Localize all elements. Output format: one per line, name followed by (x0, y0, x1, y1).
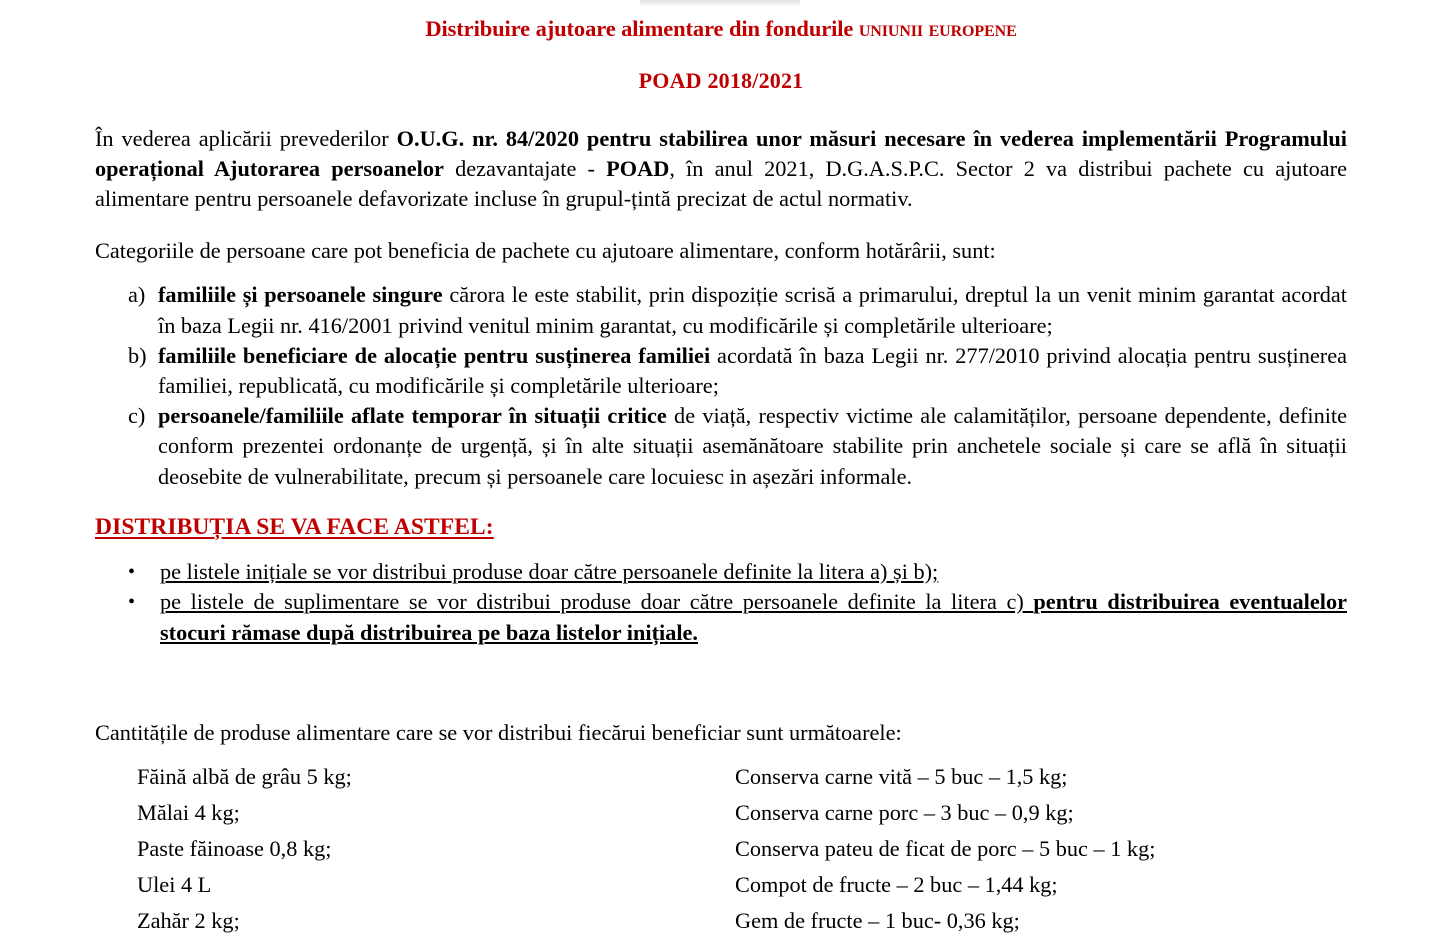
bullet-text-bold: pentru distribuirea eventualelor stocuri rămase după distribuirea pe baza listelor inițiale. (160, 589, 1347, 645)
distribution-heading: DISTRIBUȚIA SE VA FACE ASTFEL: (95, 513, 494, 540)
list-item (95, 280, 1347, 340)
table-row (95, 795, 1347, 831)
list-marker: b) (128, 342, 147, 368)
list-item (95, 401, 1347, 492)
bullet-icon: • (128, 591, 136, 614)
list-item-text: de viață, respectiv victime ale calamităților, persoane dependente, definite conform prezentei ordonanțe de urgență, și în alte situații asemănătoare stabilite prin anchetele sociale și care se află în situații deosebite de vulnerabilitate, precum și persoanele care locuiesc in așezări informale. (158, 403, 1348, 489)
intro-segment-1: În vederea aplicării prevederilor (95, 125, 397, 151)
list-item-bold-lead: familiile beneficiare de alocație pentru susținerea familiei (158, 342, 711, 368)
categories-lead-paragraph: Categoriile de persoane care pot beneficia de pachete cu ajutoare alimentare, conform hotărârii, sunt: (95, 238, 996, 264)
goods-right-cell: Conserva pateu de ficat de porc – 5 buc – 1 kg; (735, 836, 1156, 862)
quantities-lead-paragraph: Cantitățile de produse alimentare care se vor distribui fiecărui beneficiar sunt următoarele: (95, 719, 902, 745)
list-item-bold-lead: familiile și persoanele singure (158, 282, 443, 308)
goods-left-cell: Făină albă de grâu 5 kg; (137, 764, 352, 790)
goods-table (95, 748, 1347, 939)
intro-segment-4-bold: POAD (606, 155, 670, 181)
intro-segment-5: , în anul 2021, D.G.A.S.P.C. Sector 2 va distribui pachete cu ajutoare alimentare pentru persoanele defavorizate incluse în grupul-țintă precizat de actul normativ. (95, 155, 1347, 211)
goods-right-cell: Gem de fructe – 1 buc- 0,36 kg; (735, 908, 1020, 934)
bullet-text: pe listele inițiale se vor distribui produse doar către persoanele definite la litera a) și b); (160, 558, 939, 584)
document-header (95, 0, 1347, 94)
intro-paragraph (95, 94, 1347, 215)
intro-segment-3: dezavantajate - (443, 155, 607, 181)
list-marker: a) (128, 282, 146, 308)
intro-segment-2-bold: O.U.G. nr. 84/2020 pentru stabilirea unor măsuri necesare în vederea implementării Programului operațional Ajutorarea persoanelor (95, 125, 1347, 181)
table-row (95, 867, 1347, 903)
table-row (95, 903, 1347, 939)
goods-left-cell: Mălai 4 kg; (137, 800, 240, 826)
goods-left-cell: Paste făinoase 0,8 kg; (137, 836, 332, 862)
bullet-icon: • (128, 560, 136, 583)
page-title-main: Distribuire ajutoare alimentare din fondurile (425, 16, 859, 41)
goods-left-cell: Zahăr 2 kg; (137, 908, 240, 934)
page-title (95, 0, 1347, 41)
table-row (95, 759, 1347, 795)
goods-right-cell: Conserva carne porc – 3 buc – 0,9 kg; (735, 800, 1074, 826)
goods-left-cell: Ulei 4 L (137, 872, 212, 898)
table-row (95, 831, 1347, 867)
list-item-text: acordată în baza Legii nr. 277/2010 privind alocația pentru susținerea familiei, republicată, cu modificările și completările ulterioare; (158, 342, 1347, 398)
list-item-bold-lead: persoanele/familiile aflate temporar în situații critice (158, 403, 667, 429)
goods-right-cell: Conserva carne vită – 5 buc – 1,5 kg; (735, 764, 1068, 790)
list-marker: c) (128, 403, 146, 429)
bullet-text: pe listele de suplimentare se vor distribui produse doar către persoanele definite la litera c) (160, 589, 1034, 615)
goods-right-cell: Compot de fructe – 2 buc – 1,44 kg; (735, 872, 1058, 898)
distribution-bullet-list (95, 541, 1347, 648)
list-item-text: cărora le este stabilit, prin dispoziție scrisă a primarului, dreptul la un venit minim garantat acordat în baza Legii nr. 416/2001 privind venitul minim garantat, cu modificările și completările ulterioare; (158, 282, 1347, 338)
list-item (95, 587, 1347, 648)
categories-list (95, 266, 1347, 491)
page-subtitle: POAD 2018/2021 (638, 67, 804, 93)
list-item (95, 557, 1347, 587)
list-item (95, 341, 1347, 401)
page-title-smallcaps: uniunii europene (858, 16, 1017, 41)
